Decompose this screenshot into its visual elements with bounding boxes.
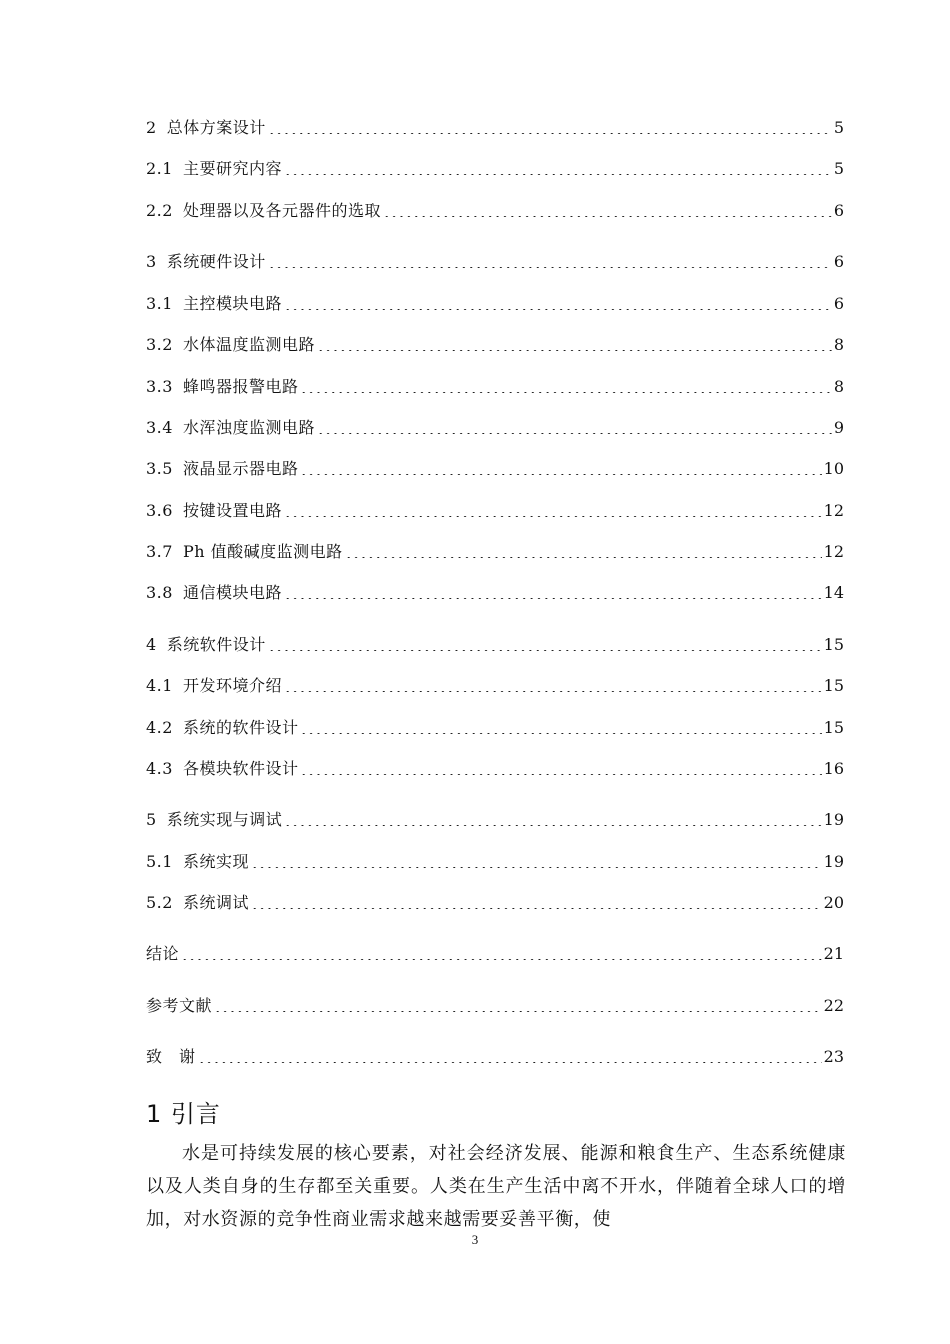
toc-entry-page: 10 bbox=[823, 459, 844, 478]
toc-entry-title: 参考文献 bbox=[146, 996, 213, 1015]
toc-leader-dots bbox=[300, 733, 821, 734]
toc-entry[interactable] bbox=[146, 634, 844, 656]
toc-entry-number: 4.1 bbox=[146, 676, 173, 695]
toc-leader-dots bbox=[284, 691, 822, 692]
toc-entry-number: 5 bbox=[146, 810, 157, 829]
toc-entry-title: 系统调试 bbox=[182, 893, 249, 912]
toc-entry-title: 开发环境介绍 bbox=[182, 676, 282, 695]
toc-entry-page: 19 bbox=[823, 810, 844, 829]
toc-entry-page: 22 bbox=[823, 996, 844, 1015]
toc-entry-page: 12 bbox=[823, 501, 844, 520]
section-heading: 1 引言 bbox=[146, 1100, 221, 1128]
toc-entry-title: 系统实现 bbox=[182, 852, 249, 871]
toc-entry-title: 系统实现与调试 bbox=[166, 810, 283, 829]
toc-entry-page: 6 bbox=[833, 201, 844, 220]
toc-entry-page: 6 bbox=[833, 252, 844, 271]
toc-leader-dots bbox=[300, 474, 821, 475]
toc-entry[interactable] bbox=[146, 809, 844, 831]
toc-entry-title: 主控模块电路 bbox=[182, 294, 282, 313]
toc-leader-dots bbox=[268, 133, 832, 134]
toc-leader-dots bbox=[300, 392, 831, 393]
toc-entry-page: 14 bbox=[823, 583, 844, 602]
body-paragraph-block bbox=[146, 1137, 846, 1236]
toc-entry-page: 19 bbox=[823, 852, 844, 871]
toc-entry[interactable] bbox=[146, 851, 844, 873]
toc-entry-number: 4.3 bbox=[146, 759, 173, 778]
toc-entry-number: 5.2 bbox=[146, 893, 173, 912]
toc-entry-page: 15 bbox=[823, 635, 844, 654]
toc-entry[interactable] bbox=[146, 334, 844, 356]
toc-entry-title: 蜂鸣器报警电路 bbox=[182, 377, 299, 396]
toc-entry-number: 3.3 bbox=[146, 377, 173, 396]
toc-entry-number: 2 bbox=[146, 118, 157, 137]
toc-leader-dots bbox=[345, 557, 822, 558]
toc-entry[interactable] bbox=[146, 376, 844, 398]
toc-leader-dots bbox=[284, 174, 832, 175]
toc-entry-title: 系统的软件设计 bbox=[182, 718, 299, 737]
toc-entry-page: 12 bbox=[823, 542, 844, 561]
toc-entry-number: 2.2 bbox=[146, 201, 173, 220]
toc-entry-number: 3.2 bbox=[146, 335, 173, 354]
toc-entry[interactable] bbox=[146, 293, 844, 315]
toc-entry[interactable] bbox=[146, 717, 844, 739]
toc-entry-number: 2.1 bbox=[146, 159, 173, 178]
toc-entry-title: 致 谢 bbox=[146, 1047, 196, 1066]
toc-entry-number: 4.2 bbox=[146, 718, 173, 737]
toc-entry[interactable] bbox=[146, 892, 844, 914]
toc-entry-page: 23 bbox=[823, 1047, 844, 1066]
toc-entry[interactable] bbox=[146, 1046, 844, 1068]
toc-leader-dots bbox=[284, 309, 832, 310]
body-paragraph: 水是可持续发展的核心要素，对社会经济发展、能源和粮食生产、生态系统健康以及人类自身的生存都至关重要。人类在生产生活中离不开水，伴随着全球人口的增加，对水资源的竞争性商业需求越来越需要妥善平衡，使 bbox=[146, 1143, 846, 1230]
toc-entry[interactable] bbox=[146, 582, 844, 604]
toc-entry[interactable] bbox=[146, 417, 844, 439]
toc-entry-title: 各模块软件设计 bbox=[182, 759, 299, 778]
toc-entry-page: 21 bbox=[823, 944, 844, 963]
toc-entry-page: 9 bbox=[833, 418, 844, 437]
toc-entry-number: 3.5 bbox=[146, 459, 173, 478]
toc-entry-title: 水体温度监测电路 bbox=[182, 335, 315, 354]
toc-entry-page: 5 bbox=[833, 159, 844, 178]
toc-entry-number: 5.1 bbox=[146, 852, 173, 871]
toc-entry[interactable] bbox=[146, 458, 844, 480]
toc-leader-dots bbox=[317, 350, 832, 351]
toc-entry-number: 3.8 bbox=[146, 583, 173, 602]
toc-entry-number: 3.1 bbox=[146, 294, 173, 313]
toc-leader-dots bbox=[383, 216, 832, 217]
toc-entry-number: 4 bbox=[146, 635, 157, 654]
toc-leader-dots bbox=[198, 1062, 822, 1063]
toc-entry-page: 5 bbox=[833, 118, 844, 137]
toc-entry-number: 3.7 bbox=[146, 542, 173, 561]
toc-entry-page: 15 bbox=[823, 676, 844, 695]
toc-entry-number: 3.4 bbox=[146, 418, 173, 437]
toc-entry-title: 主要研究内容 bbox=[182, 159, 282, 178]
toc-leader-dots bbox=[181, 959, 822, 960]
toc-leader-dots bbox=[317, 433, 832, 434]
toc-entry[interactable] bbox=[146, 943, 844, 965]
toc-entry-title: Ph 值酸碱度监测电路 bbox=[182, 542, 343, 561]
toc-leader-dots bbox=[251, 867, 822, 868]
toc-entry-title: 水浑浊度监测电路 bbox=[182, 418, 315, 437]
toc-entry[interactable] bbox=[146, 200, 844, 222]
toc-entry-page: 6 bbox=[833, 294, 844, 313]
toc-entry-title: 液晶显示器电路 bbox=[182, 459, 299, 478]
toc-entry-page: 8 bbox=[833, 377, 844, 396]
toc-leader-dots bbox=[284, 516, 822, 517]
toc-entry-title: 通信模块电路 bbox=[182, 583, 282, 602]
toc-leader-dots bbox=[300, 774, 821, 775]
toc-leader-dots bbox=[268, 650, 822, 651]
toc-entry-title: 系统硬件设计 bbox=[166, 252, 266, 271]
page-number: 3 bbox=[471, 1232, 479, 1247]
toc-leader-dots bbox=[214, 1011, 822, 1012]
toc-entry-title: 处理器以及各元器件的选取 bbox=[182, 201, 381, 220]
toc-entry[interactable] bbox=[146, 758, 844, 780]
toc-entry-number: 3 bbox=[146, 252, 157, 271]
toc-entry[interactable] bbox=[146, 158, 844, 180]
toc-entry-title: 总体方案设计 bbox=[166, 118, 266, 137]
toc-entry-title: 按键设置电路 bbox=[182, 501, 282, 520]
toc-leader-dots bbox=[284, 598, 822, 599]
toc-entry[interactable] bbox=[146, 251, 844, 273]
toc-entry-page: 20 bbox=[823, 893, 844, 912]
toc-entry-page: 15 bbox=[823, 718, 844, 737]
toc-entry-page: 16 bbox=[823, 759, 844, 778]
toc-leader-dots bbox=[268, 267, 832, 268]
toc-entry[interactable] bbox=[146, 117, 844, 139]
toc-entry-number: 3.6 bbox=[146, 501, 173, 520]
toc-entry-title: 结论 bbox=[146, 944, 180, 963]
toc-entry[interactable] bbox=[146, 675, 844, 697]
toc-entry-title: 系统软件设计 bbox=[166, 635, 266, 654]
toc-entry[interactable] bbox=[146, 995, 844, 1017]
toc-entry[interactable] bbox=[146, 500, 844, 522]
toc-leader-dots bbox=[251, 908, 822, 909]
toc-entry[interactable] bbox=[146, 541, 844, 563]
toc-entry-page: 8 bbox=[833, 335, 844, 354]
toc-leader-dots bbox=[284, 825, 821, 826]
